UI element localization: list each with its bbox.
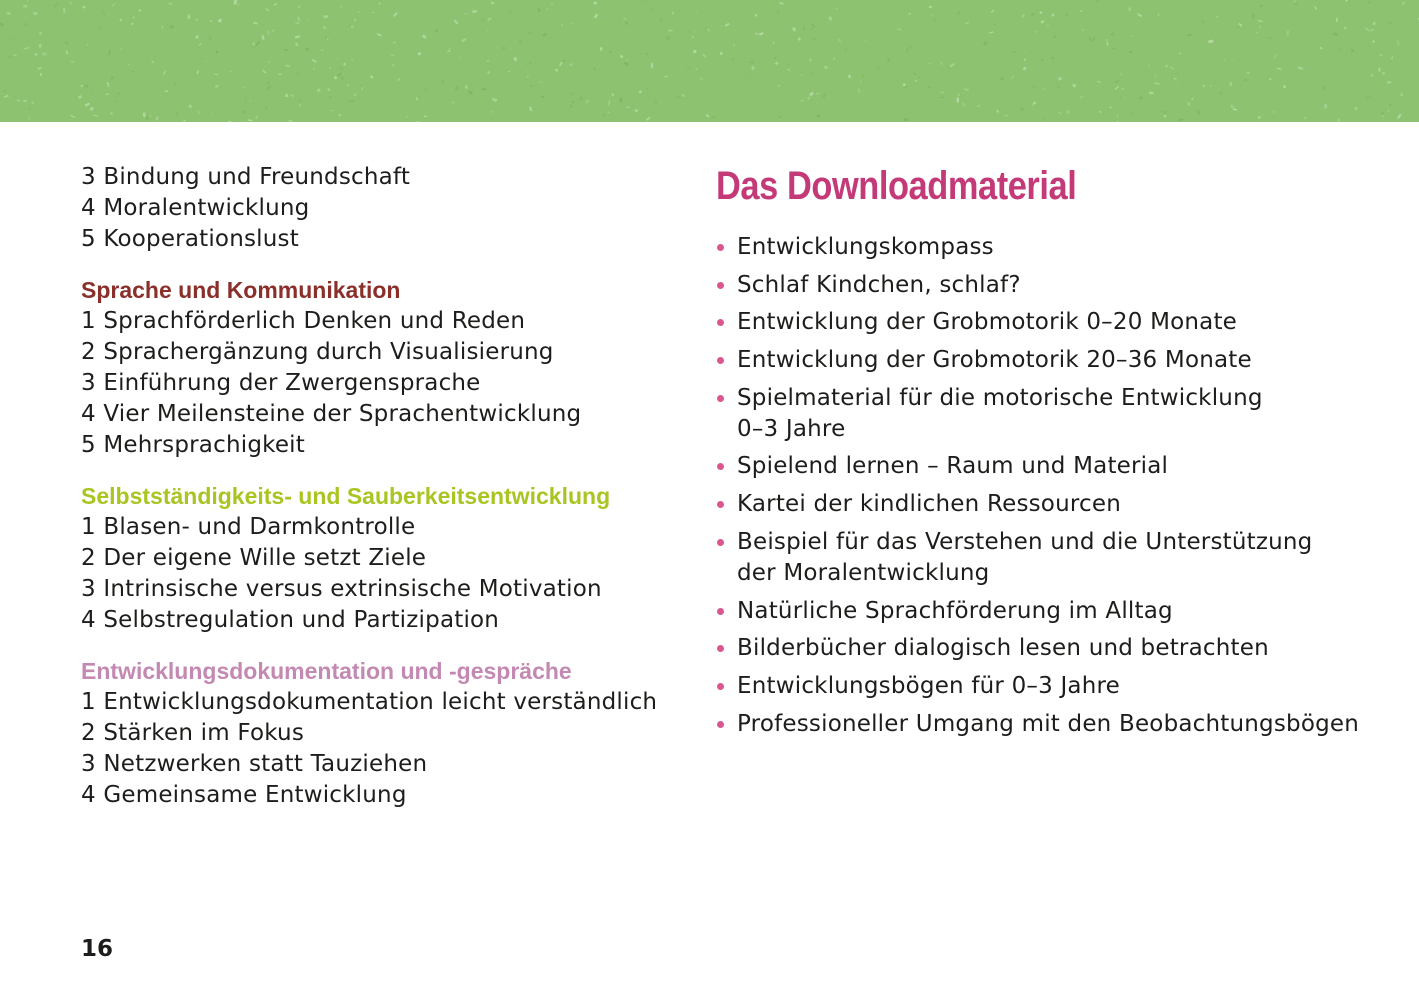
speckle (1164, 111, 1167, 114)
bullet-icon (717, 282, 724, 289)
speckle (1129, 8, 1131, 11)
download-item-text: Entwicklung der Grobmotorik 0–20 Monate (737, 309, 1238, 336)
download-list-item (716, 307, 1356, 338)
speckle (970, 44, 972, 46)
download-list-item (716, 671, 1356, 702)
speckle (23, 5, 28, 8)
download-item-text: Entwicklungskompass (737, 234, 994, 260)
speckle (210, 20, 212, 21)
download-list-item (716, 527, 1356, 589)
page-number: 16 (81, 936, 114, 962)
download-list-item (716, 270, 1356, 301)
speckle (284, 49, 287, 51)
contents-item: 5 Mehrsprachigkeit (81, 432, 305, 458)
section-heading: Entwicklungsdokumentation und -gespräche (81, 658, 572, 684)
speckle (17, 100, 21, 102)
speckle (305, 48, 309, 50)
download-list-item (716, 383, 1356, 445)
contents-section (81, 481, 681, 636)
contents-section (81, 656, 681, 811)
speckle (551, 4, 554, 6)
speckle (354, 19, 356, 21)
contents-item: 4 Gemeinsame Entwicklung (81, 782, 407, 808)
contents-item: 2 Sprachergänzung durch Visualisierung (81, 339, 554, 365)
speckle (105, 94, 109, 95)
download-item-text: Professioneller Umgang mit den Beobachtungsbögen (737, 710, 1360, 737)
speckle (441, 80, 444, 83)
speckle (40, 73, 42, 76)
download-list-item (716, 709, 1360, 740)
download-list-item (716, 489, 1356, 520)
contents-item: 3 Einführung der Zwergensprache (81, 370, 481, 396)
speckle (817, 115, 820, 118)
speckle (167, 23, 168, 25)
download-item-text: Entwicklungsbögen für 0–3 Jahre (737, 672, 1121, 699)
speckle (391, 55, 394, 57)
speckle (1046, 25, 1049, 26)
speckle (887, 58, 889, 62)
speckle (452, 101, 454, 103)
contents-item: 1 Sprachförderlich Denken und Reden (81, 308, 526, 334)
speckle (1336, 18, 1338, 22)
speckle (844, 49, 846, 50)
speckled-green-band (0, 0, 1419, 122)
download-list-item (716, 451, 1356, 482)
bullet-icon (717, 357, 724, 364)
speckle (33, 12, 37, 15)
contents-sections (81, 275, 681, 811)
continued-list (81, 162, 681, 255)
contents-section (81, 275, 681, 461)
bullet-icon (717, 395, 724, 402)
speckle (1368, 1, 1370, 4)
speckle (1107, 42, 1109, 45)
speckle (1120, 96, 1121, 97)
speckle (1030, 50, 1032, 52)
speckle (299, 99, 301, 102)
speckle (683, 111, 684, 113)
speckle (625, 22, 628, 25)
speckle (416, 97, 419, 101)
speckle (860, 81, 862, 83)
speckle (42, 53, 46, 56)
speckle (285, 94, 287, 97)
download-list-item (716, 345, 1356, 376)
speckle (646, 88, 649, 89)
contents-item: 3 Netzwerken statt Tauziehen (81, 751, 428, 777)
speckle (626, 60, 628, 61)
download-item-text: Entwicklung der Grobmotorik 20–36 Monate (737, 347, 1252, 374)
section-heading: Selbstständigkeits- und Sauberkeitsentwicklung (81, 483, 611, 509)
speckle (613, 46, 614, 47)
bullet-icon (717, 501, 724, 508)
bullet-icon (717, 645, 724, 652)
speckle (7, 12, 11, 15)
speckle (1402, 2, 1405, 5)
speckle (904, 118, 908, 121)
speckle (252, 47, 254, 49)
speckle (1324, 104, 1327, 109)
speckle (1106, 39, 1107, 41)
speckle (600, 47, 603, 50)
speckle (242, 111, 246, 113)
speckle (424, 116, 427, 117)
download-item-text: Beispiel für das Verstehen und die Unterstützung (737, 528, 1313, 555)
speckle (626, 107, 630, 108)
speckle (693, 50, 696, 53)
download-list-item (716, 633, 1356, 664)
speckle (755, 14, 757, 16)
bullet-icon (717, 608, 724, 615)
speckle (957, 98, 959, 103)
download-item-text: Kartei der kindlichen Ressourcen (737, 491, 1121, 518)
speckle (146, 115, 148, 119)
speckle (836, 8, 838, 9)
speckle (1283, 85, 1286, 88)
contents-item: 4 Moralentwicklung (81, 195, 310, 221)
speckle (909, 13, 911, 15)
contents-item: 4 Vier Meilensteine der Sprachentwicklung (81, 401, 582, 427)
speckle (299, 104, 301, 107)
speckle (1252, 14, 1254, 18)
speckle (1203, 85, 1205, 87)
speckle (465, 85, 467, 88)
speckle (620, 98, 623, 102)
speckle (70, 2, 72, 5)
download-list-item (716, 596, 1356, 627)
speckle (755, 33, 757, 35)
bullet-icon (717, 244, 724, 251)
contents-item: 1 Blasen- und Darmkontrolle (81, 514, 416, 540)
contents-item: 3 Bindung und Freundschaft (81, 164, 411, 190)
speckle (1093, 37, 1095, 40)
speckle (487, 29, 489, 30)
speckle (1020, 108, 1023, 111)
speckle (1066, 14, 1068, 16)
bullet-icon (717, 539, 724, 546)
download-item-text: Natürliche Sprachförderung im Alltag (737, 597, 1173, 624)
speckle (84, 84, 88, 87)
speckle (834, 57, 836, 60)
speckle (63, 8, 65, 13)
speckle (117, 92, 120, 95)
speckle (455, 86, 458, 91)
contents-item: 4 Selbstregulation und Partizipation (81, 607, 500, 633)
download-column (716, 160, 1360, 746)
download-item-text: 0–3 Jahre (737, 415, 846, 442)
speckle (1129, 51, 1132, 53)
section-heading: Sprache und Kommunikation (81, 277, 401, 303)
contents-item: 5 Kooperationslust (81, 226, 299, 252)
speckle (651, 8, 653, 11)
bullet-icon (717, 463, 724, 470)
speckle (1351, 49, 1353, 52)
bullet-icon (717, 319, 724, 326)
speckle (187, 14, 190, 19)
speckle (323, 15, 328, 18)
speckle (216, 51, 219, 54)
speckle (313, 68, 314, 69)
speckle (878, 66, 880, 69)
contents-left-column (81, 162, 681, 811)
download-item-text: Schlaf Kindchen, schlaf? (737, 271, 1021, 298)
speckle (749, 61, 753, 63)
speckle (449, 48, 450, 49)
speckle (788, 69, 790, 71)
contents-item: 1 Entwicklungsdokumentation leicht verständlich (81, 689, 658, 715)
download-list (716, 232, 1360, 740)
speckle (340, 6, 342, 8)
header-background (0, 0, 1419, 122)
speckle (530, 85, 533, 87)
download-item-text: der Moralentwicklung (737, 559, 990, 586)
bullet-icon (717, 683, 724, 690)
header-band (0, 0, 1419, 122)
speckle (1259, 26, 1261, 28)
bullet-icon (717, 721, 724, 728)
speckle (1043, 89, 1045, 90)
speckle (502, 47, 506, 50)
speckle (547, 8, 548, 10)
download-item-text: Spielmaterial für die motorische Entwicklung (737, 384, 1263, 411)
speckle (183, 120, 185, 122)
contents-item: 2 Stärken im Fokus (81, 720, 305, 746)
speckle (1230, 82, 1232, 86)
contents-item: 3 Intrinsische versus extrinsische Motivation (81, 576, 602, 602)
speckle (1033, 87, 1037, 88)
speckle (1210, 86, 1212, 87)
contents-item: 2 Der eigene Wille setzt Ziele (81, 545, 427, 571)
speckle (133, 16, 134, 18)
download-item-text: Spielend lernen – Raum und Material (737, 453, 1169, 480)
speckle (801, 75, 802, 77)
speckle (169, 3, 173, 5)
speckle (1379, 68, 1381, 72)
download-list-item (716, 232, 1356, 263)
speckle (1187, 102, 1190, 105)
speckle (1354, 107, 1357, 111)
download-title: Das Downloadmaterial (716, 164, 1077, 208)
download-item-text: Bilderbücher dialogisch lesen und betrachten (737, 635, 1269, 662)
